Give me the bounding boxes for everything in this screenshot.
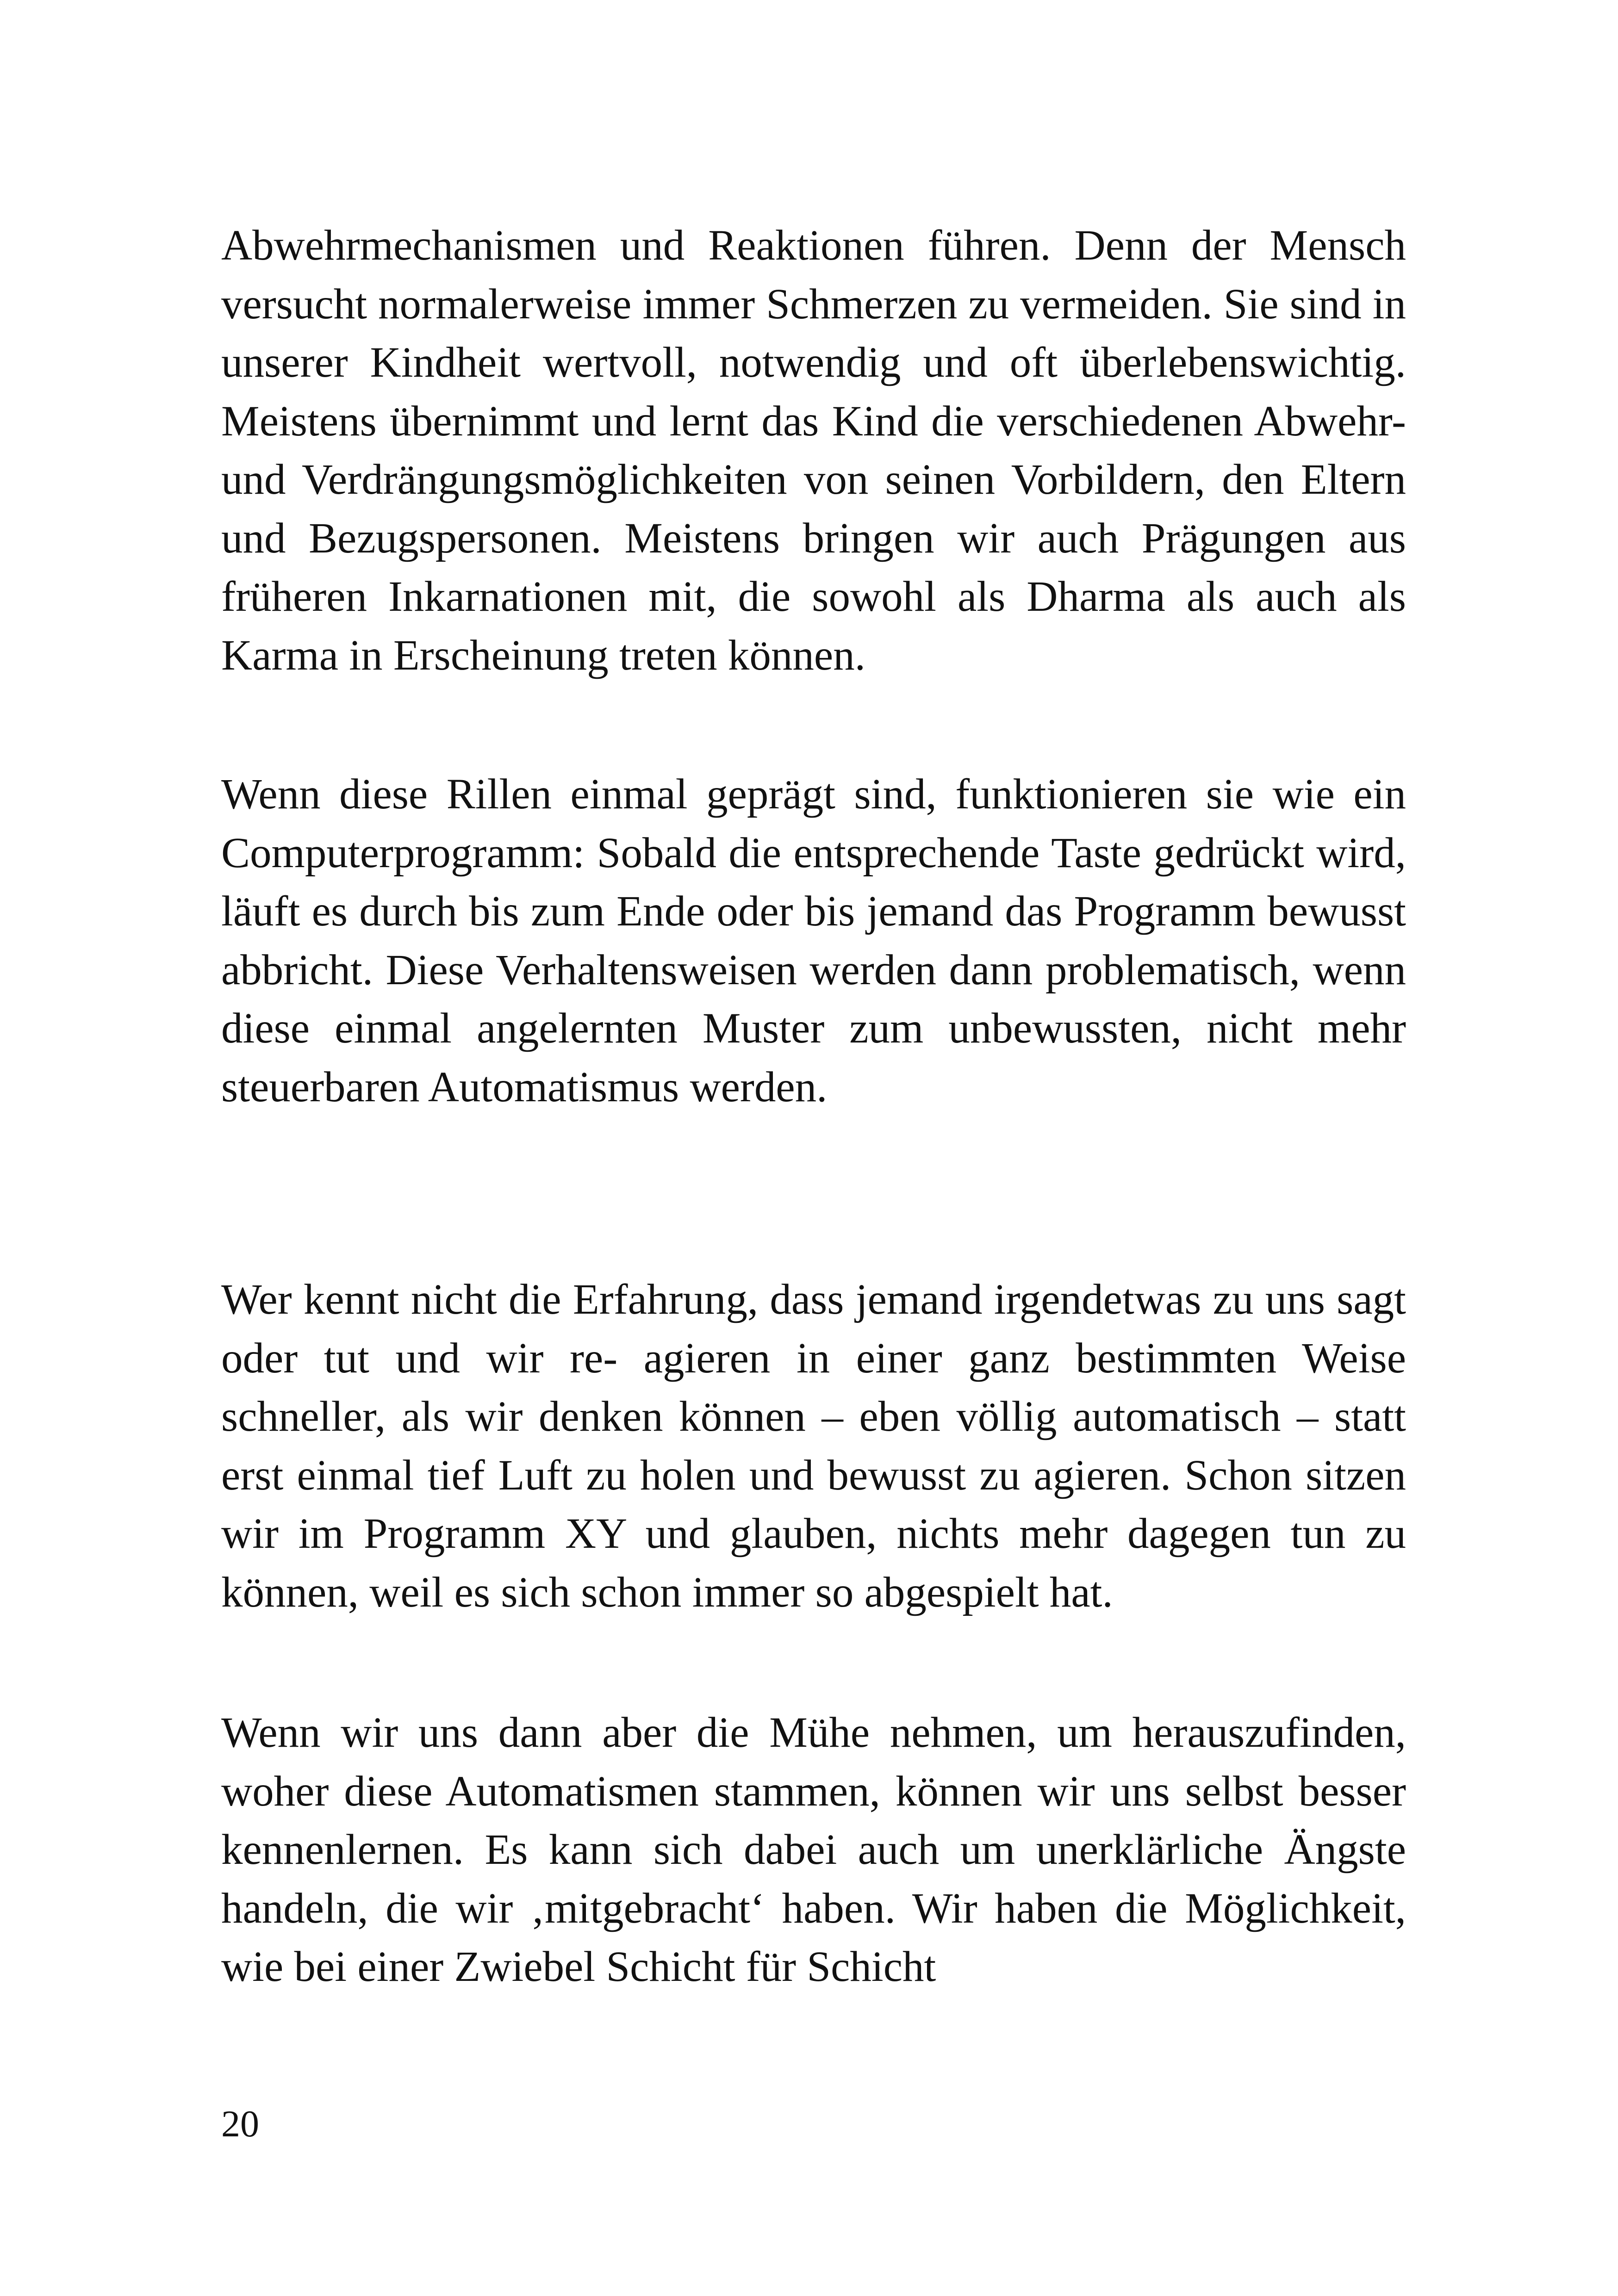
paragraph-4 xyxy=(221,1704,1406,1997)
paragraph-3-text: Wer kennt nicht die Erfahrung, dass jemand irgendetwas zu uns sagt oder tut und wir re- agieren in einer ganz bestimmten Weise schneller, als wir denken können – eben völlig automatisch – statt erst einmal tief Luft zu holen und bewusst zu agieren. Schon sitzen wir im Programm XY und glauben, nichts mehr dagegen tun zu können, weil es sich schon immer so abgespielt hat. xyxy=(221,1276,1406,1616)
paragraph-2 xyxy=(221,765,1406,1117)
paragraph-1-text: Abwehrmechanismen und Reaktionen führen. Denn der Mensch versucht normalerweise immer Schmerzen zu vermeiden. Sie sind in unserer Kindheit wertvoll, notwendig und oft überlebenswichtig. Meistens übernimmt und lernt das Kind die verschiedenen Abwehr- und Verdrängungsmöglichkeiten von seinen Vorbildern, den Eltern und Bezugspersonen. Meistens bringen wir auch Prägungen aus früheren Inkarnationen mit, die sowohl als Dharma als auch als Karma in Erscheinung treten können. xyxy=(221,222,1406,679)
paragraph-4-text: Wenn wir uns dann aber die Mühe nehmen, um herauszufinden, woher diese Automatismen stammen, können wir uns selbst besser kennenlernen. Es kann sich dabei auch um unerklärliche Ängste handeln, die wir ‚mitgebracht‘ haben. Wir haben die Möglichkeit, wie bei einer Zwiebel Schicht für Schicht xyxy=(221,1709,1406,1991)
paragraph-2-text: Wenn diese Rillen einmal geprägt sind, funktionieren sie wie ein Computerprogramm: Sobald die entsprechende Taste gedrückt wird, läuft es durch bis zum Ende oder bis jemand das Programm bewusst abbricht. Diese Verhaltensweisen werden dann problematisch, wenn diese einmal angelernten Muster zum unbewussten, nicht mehr steuerbaren Automatismus werden. xyxy=(221,770,1406,1111)
paragraph-3 xyxy=(221,1271,1406,1622)
page-number: 20 xyxy=(221,2103,259,2145)
paragraph-1 xyxy=(221,217,1406,685)
